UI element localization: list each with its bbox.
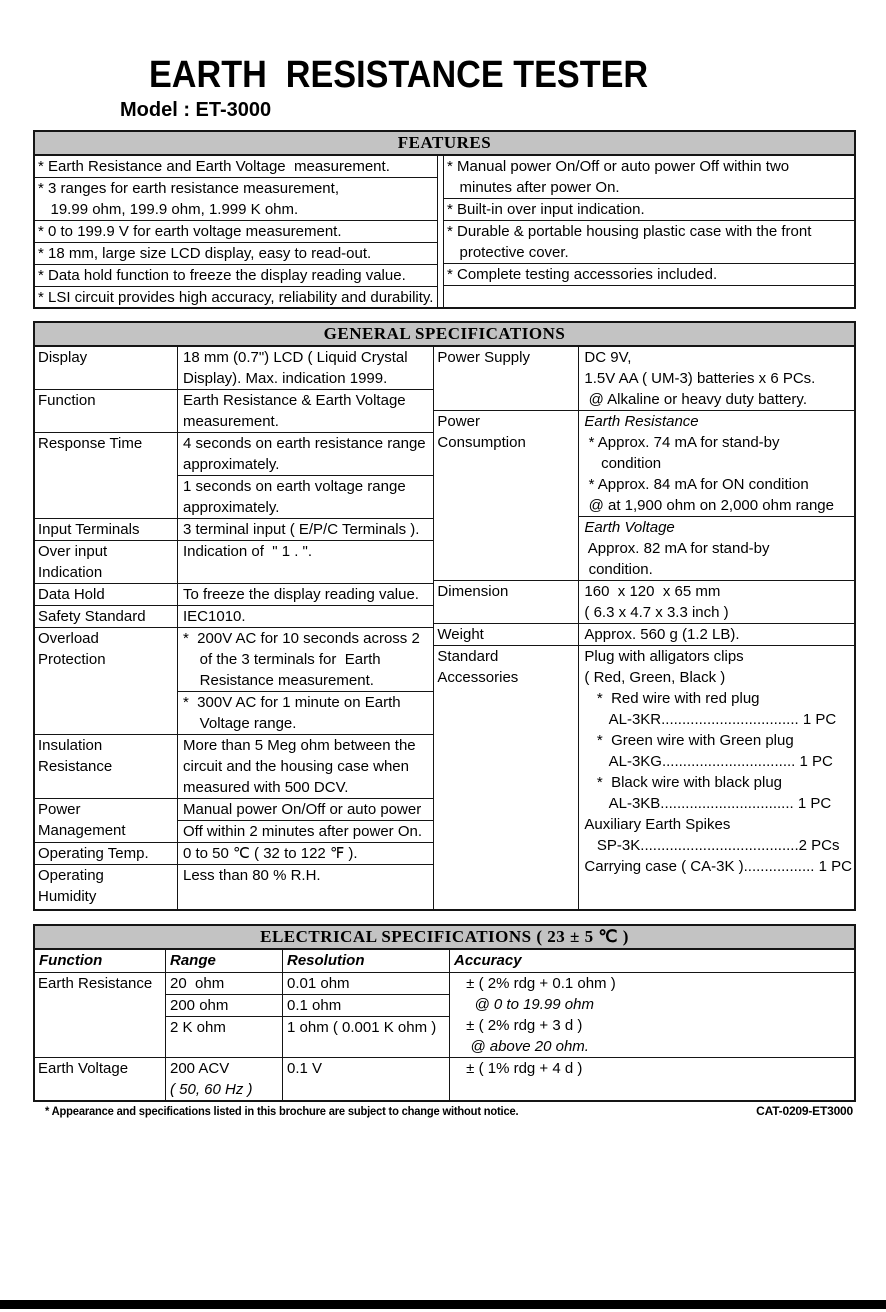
scan-edge-bar [0,1300,886,1309]
spec-value [178,584,433,605]
feature-item [444,156,854,199]
text-line: Power [437,413,480,430]
text-line: AL-3KR................................. 1 PC [584,711,837,728]
electrical-subrow [166,1017,450,1057]
model-label: Model : ET-3000 [120,99,272,121]
text-line: 1 seconds on earth voltage range [183,478,406,495]
general-specs-header: GENERAL SPECIFICATIONS [35,323,854,347]
spec-value [178,735,433,798]
text-line: More than 5 Meg ohm between the [183,737,416,754]
spec-value-stack [178,799,433,842]
text-line: Overload [38,630,99,647]
text-line: ( 6.3 x 4.7 x 3.3 inch ) [584,604,729,621]
spec-value [178,541,433,562]
text-line: Less than 80 % R.H. [183,867,321,884]
spec-row [35,628,433,735]
text-line: 20 ohm [170,975,225,992]
spec-row [434,347,854,411]
text-line: measurement. [183,413,279,430]
spec-row [434,624,854,646]
electrical-resolution-cell [283,995,450,1016]
feature-item [444,221,854,264]
spec-value [178,691,433,734]
text-line: ± ( 1% rdg + 4 d ) [462,1060,583,1077]
electrical-range-cell [166,973,283,994]
spec-label [434,624,579,645]
electrical-specs-body [35,973,854,1100]
feature-item [35,243,437,265]
electrical-range-resolution-stack [166,1058,450,1100]
text-line: ( 50, 60 Hz ) [170,1081,253,1098]
electrical-range-resolution-stack [166,973,450,1057]
page-title: EARTH RESISTANCE TESTER [149,54,649,96]
spec-row [35,390,433,433]
text-line: * Manual power On/Off or auto power Off within two [447,158,790,175]
spec-value [579,581,854,623]
spec-label [35,541,178,583]
electrical-resolution-cell [283,1017,450,1057]
text-line: Humidity [38,888,97,905]
text-line: AL-3KB................................ 1 PC [584,795,832,812]
electrical-accuracy-cell [450,973,854,1057]
text-line: 200 ACV [170,1060,230,1077]
text-line: * Green wire with Green plug [584,732,794,749]
spec-row [35,347,433,390]
text-line: Manual power On/Off or auto power [183,801,422,818]
spec-row [35,519,433,541]
feature-item [35,287,437,308]
spec-value-stack [178,865,433,909]
text-line: Resistance [38,758,113,775]
feature-item [35,221,437,243]
text-line: 2 K ohm [170,1019,226,1036]
text-line: Indication of " 1 . ". [183,543,313,560]
text-line: ( Red, Green, Black ) [584,669,726,686]
text-line: Management [38,822,126,839]
text-line: * 18 mm, large size LCD display, easy to read-out. [38,245,372,262]
text-line: ± ( 2% rdg + 3 d ) [462,1017,583,1034]
spec-value [178,519,433,540]
spec-value [178,475,433,518]
spec-value [579,347,854,410]
electrical-subrow [166,995,450,1017]
text-line: Indication [38,564,103,581]
text-line: * Black wire with black plug [584,774,782,791]
electrical-row [35,1058,854,1100]
spec-value-stack [579,624,854,645]
electrical-range-cell [166,995,283,1016]
electrical-column-header-row [35,950,854,973]
spec-label [35,433,178,518]
spec-label [35,843,178,864]
spec-label [434,347,579,410]
text-line: Voltage range. [183,715,297,732]
spec-value-stack [178,735,433,798]
electrical-function-cell [35,1058,166,1100]
spec-label [434,411,579,580]
feature-item [444,264,854,286]
spec-label [35,735,178,798]
spec-value [178,843,433,864]
spec-label [35,628,178,734]
text-line: Accessories [437,669,519,686]
text-line: ± ( 2% rdg + 0.1 ohm ) [462,975,616,992]
text-line: * 200V AC for 10 seconds across 2 [183,630,420,647]
spec-value-stack [178,390,433,432]
text-line: Approx. 82 mA for stand-by [584,540,770,557]
spec-value [579,411,854,516]
text-line: * 3 ranges for earth resistance measurement, [38,180,339,197]
text-line: Operating [38,867,104,884]
spec-label [434,581,579,623]
column-header-resolution: Resolution [283,950,450,972]
spec-label [434,646,579,909]
text-line: Protection [38,651,106,668]
spec-value-stack [178,584,433,605]
text-line: 0.1 ohm [287,997,342,1014]
text-line: circuit and the housing case when [183,758,409,775]
spec-row [35,433,433,519]
electrical-subrow [166,1058,450,1100]
general-specs-body [35,347,854,909]
text-line: @ above 20 ohm. [462,1038,589,1055]
text-line: Response Time [38,435,143,452]
text-line: IEC1010. [183,608,246,625]
footer-note: * Appearance and specifications listed in this brochure are subject to change without notice. [45,1104,519,1118]
features-left-column [35,156,438,307]
text-line: condition. [584,561,653,578]
text-line: Dimension [437,583,509,600]
text-line: Approx. 560 g (1.2 LB). [584,626,740,643]
text-line: Carrying case ( CA-3K )................. 1 PC [584,858,852,875]
spec-value-stack [178,433,433,518]
features-body [35,156,854,307]
spec-row [35,799,433,843]
spec-value-stack [178,541,433,583]
spec-label [35,584,178,605]
text-line: 0.1 V [287,1060,323,1077]
spec-label [35,519,178,540]
text-line: Operating Temp. [38,845,149,862]
text-line: 0.01 ohm [287,975,350,992]
spec-value [178,606,433,627]
text-line: @ 0 to 19.99 ohm [462,996,594,1013]
electrical-resolution-cell [283,1058,450,1100]
text-line: * Red wire with red plug [584,690,760,707]
text-line: Safety Standard [38,608,146,625]
text-line: 0 to 50 ℃ ( 32 to 122 ℉ ). [183,845,358,862]
text-line: approximately. [183,456,280,473]
text-line: Auxiliary Earth Spikes [584,816,731,833]
electrical-accuracy-cell [450,1058,854,1100]
text-line: * 0 to 199.9 V for earth voltage measurement. [38,223,342,240]
text-line: Over input [38,543,108,560]
features-right-column [443,156,854,307]
electrical-range-cell [166,1058,283,1100]
text-line: Earth Voltage [38,1060,129,1077]
column-header-function: Function [35,950,166,972]
spec-label [35,606,178,627]
spec-value [178,865,433,886]
text-line: Power [38,801,81,818]
text-line: minutes after power On. [447,179,620,196]
spec-value-stack [178,606,433,627]
column-header-accuracy: Accuracy [454,952,522,969]
text-line: Earth Voltage [584,519,675,536]
text-line: * Durable & portable housing plastic case with the front [447,223,812,240]
spec-value [178,628,433,691]
spec-row [35,865,433,909]
text-line: Display). Max. indication 1999. [183,370,388,387]
text-line: 1.5V AA ( UM-3) batteries x 6 PCs. [584,370,816,387]
spec-value [178,347,433,389]
feature-item [35,265,437,287]
spec-value-stack [579,411,854,580]
text-line: * Built-in over input indication. [447,201,645,218]
text-line: 200 ohm [170,997,229,1014]
spec-value-stack [579,646,854,909]
text-line: Earth Resistance [584,413,699,430]
spec-value [178,799,433,820]
features-section [33,130,856,309]
catalog-code: CAT-0209-ET3000 [756,1104,853,1118]
spec-row [434,646,854,909]
text-line: Plug with alligators clips [584,648,744,665]
spec-value [579,646,854,877]
text-line: * Approx. 74 mA for stand-by [584,434,780,451]
electrical-subrow [166,973,450,995]
text-line: Insulation [38,737,103,754]
spec-row [35,606,433,628]
text-line: * LSI circuit provides high accuracy, reliability and durability. [38,289,434,306]
spec-row [35,735,433,799]
spec-value [178,433,433,475]
text-line: Input Terminals [38,521,140,538]
text-line: measured with 500 DCV. [183,779,349,796]
text-line: Earth Resistance [38,975,153,992]
text-line: Standard [437,648,499,665]
features-header: FEATURES [35,132,854,156]
spec-value [178,820,433,842]
spec-value [178,390,433,432]
spec-value-stack [178,843,433,864]
text-line: DC 9V, [584,349,632,366]
feature-item [35,178,437,221]
text-line: AL-3KG................................ 1 PC [584,753,833,770]
general-specs-left-column [35,347,433,909]
text-line: @ Alkaline or heavy duty battery. [584,391,807,408]
text-line: 3 terminal input ( E/P/C Terminals ). [183,521,420,538]
spec-value [579,516,854,580]
spec-value-stack [579,347,854,410]
text-line: Consumption [437,434,526,451]
electrical-resolution-cell [283,973,450,994]
text-line: of the 3 terminals for Earth [183,651,381,668]
text-line: * 300V AC for 1 minute on Earth [183,694,401,711]
spec-label [35,799,178,842]
electrical-function-cell [35,973,166,1057]
electrical-row [35,973,854,1058]
text-line: protective cover. [447,244,569,261]
column-header-range: Range [166,950,283,972]
text-line: 160 x 120 x 65 mm [584,583,721,600]
spec-row [35,584,433,606]
general-specs-section [33,321,856,911]
text-line: Off within 2 minutes after power On. [183,823,422,840]
text-line: approximately. [183,499,280,516]
text-line: Power Supply [437,349,530,366]
text-line: @ at 1,900 ohm on 2,000 ohm range [584,497,834,514]
spec-value-stack [579,581,854,623]
text-line: Function [38,392,96,409]
spec-label [35,390,178,432]
text-line: 1 ohm ( 0.001 K ohm ) [287,1019,437,1036]
text-line: * Earth Resistance and Earth Voltage measurement. [38,158,390,175]
spec-row [434,581,854,624]
text-line: 19.99 ohm, 199.9 ohm, 1.999 K ohm. [38,201,299,218]
spec-value-stack [178,628,433,734]
spec-row [35,541,433,584]
electrical-specs-header: ELECTRICAL SPECIFICATIONS ( 23 ± 5 ℃ ) [35,926,854,950]
spec-value-stack [178,347,433,389]
text-line: Resistance measurement. [183,672,374,689]
feature-item [444,199,854,221]
general-specs-right-column [433,347,854,909]
text-line: Display [38,349,88,366]
spec-row [35,843,433,865]
text-line: Earth Resistance & Earth Voltage [183,392,406,409]
text-line: 4 seconds on earth resistance range [183,435,426,452]
text-line: Data Hold [38,586,105,603]
spec-value [579,624,854,645]
text-line: condition [584,455,662,472]
text-line: * Approx. 84 mA for ON condition [584,476,809,493]
spec-value-stack [178,519,433,540]
electrical-range-cell [166,1017,283,1057]
feature-item [35,156,437,178]
text-line: To freeze the display reading value. [183,586,419,603]
text-line: * Data hold function to freeze the display reading value. [38,267,406,284]
spec-label [35,865,178,909]
text-line: SP-3K......................................2 PCs [584,837,840,854]
electrical-specs-section [33,924,856,1102]
text-line: 18 mm (0.7") LCD ( Liquid Crystal [183,349,408,366]
text-line: * Complete testing accessories included. [447,266,718,283]
spec-label [35,347,178,389]
spec-row [434,411,854,581]
text-line: Weight [437,626,484,643]
